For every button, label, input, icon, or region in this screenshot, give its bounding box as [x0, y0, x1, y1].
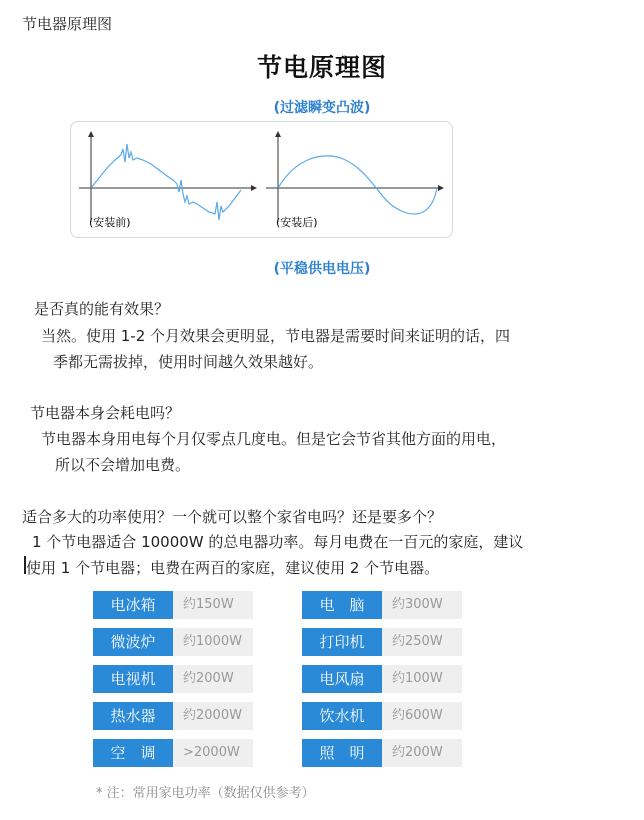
- power-table-note: * 注：常用家电功率（数据仅供参考）: [96, 786, 315, 801]
- waveform-diagram: [71, 122, 452, 237]
- after-waveform: [278, 156, 437, 214]
- appliance-power: 约300W: [382, 591, 462, 619]
- appliance-power: 约200W: [382, 739, 462, 767]
- figure-subtitle-top: (过滤瞬变凸波): [273, 100, 371, 116]
- appliance-label: 电视机: [93, 665, 173, 693]
- figure-subtitle-bottom: (平稳供电电压): [273, 261, 371, 277]
- appliance-power: 约2000W: [173, 702, 253, 730]
- page-title: 节电器原理图: [22, 15, 113, 33]
- appliance-label: 电风扇: [302, 665, 382, 693]
- after-label: (安装后): [276, 216, 318, 229]
- faq-answer-3-line-2: 使用 1 个节电器；电费在两百的家庭，建议使用 2 个节电器。: [26, 559, 440, 577]
- after-x-arrow: [438, 185, 444, 191]
- appliance-power: >2000W: [173, 739, 253, 767]
- faq-question-3: 适合多大的功率使用？一个就可以整个家省电吗？还是要多个？: [22, 508, 443, 526]
- before-label: (安装前): [89, 216, 131, 229]
- appliance-label: 饮水机: [302, 702, 382, 730]
- appliance-label: 电 脑: [302, 591, 382, 619]
- before-x-arrow: [251, 185, 257, 191]
- appliance-label: 微波炉: [93, 628, 173, 656]
- before-waveform: [91, 144, 241, 220]
- figure-title: 节电原理图: [256, 53, 387, 82]
- faq-answer-2-line-1: 节电器本身用电每个月仅零点几度电。但是它会节省其他方面的用电，: [41, 430, 507, 448]
- appliance-label: 打印机: [302, 628, 382, 656]
- faq-answer-1-line-2: 季都无需拔掉，使用时间越久效果越好。: [53, 353, 324, 371]
- appliance-label: 照 明: [302, 739, 382, 767]
- appliance-power: 约250W: [382, 628, 462, 656]
- appliance-label: 空 调: [93, 739, 173, 767]
- faq-answer-3-line-1: 1 个节电器适合 10000W 的总电器功率。每月电费在一百元的家庭，建议: [32, 533, 524, 551]
- faq-question-1: 是否真的能有效果？: [34, 300, 170, 318]
- appliance-power: 约200W: [173, 665, 253, 693]
- after-y-arrow: [275, 131, 281, 137]
- appliance-power: 约150W: [173, 591, 253, 619]
- faq-question-2: 节电器本身会耗电吗？: [30, 404, 181, 422]
- faq-answer-2-line-2: 所以不会增加电费。: [55, 456, 191, 474]
- appliance-power: 约600W: [382, 702, 462, 730]
- waveform-panel: [70, 121, 453, 238]
- before-y-arrow: [88, 131, 94, 137]
- appliance-label: 电冰箱: [93, 591, 173, 619]
- appliance-power: 约100W: [382, 665, 462, 693]
- appliance-label: 热水器: [93, 702, 173, 730]
- faq-answer-1-line-1: 当然。使用 1-2 个月效果会更明显，节电器是需要时间来证明的话，四: [41, 327, 511, 345]
- appliance-power: 约1000W: [173, 628, 253, 656]
